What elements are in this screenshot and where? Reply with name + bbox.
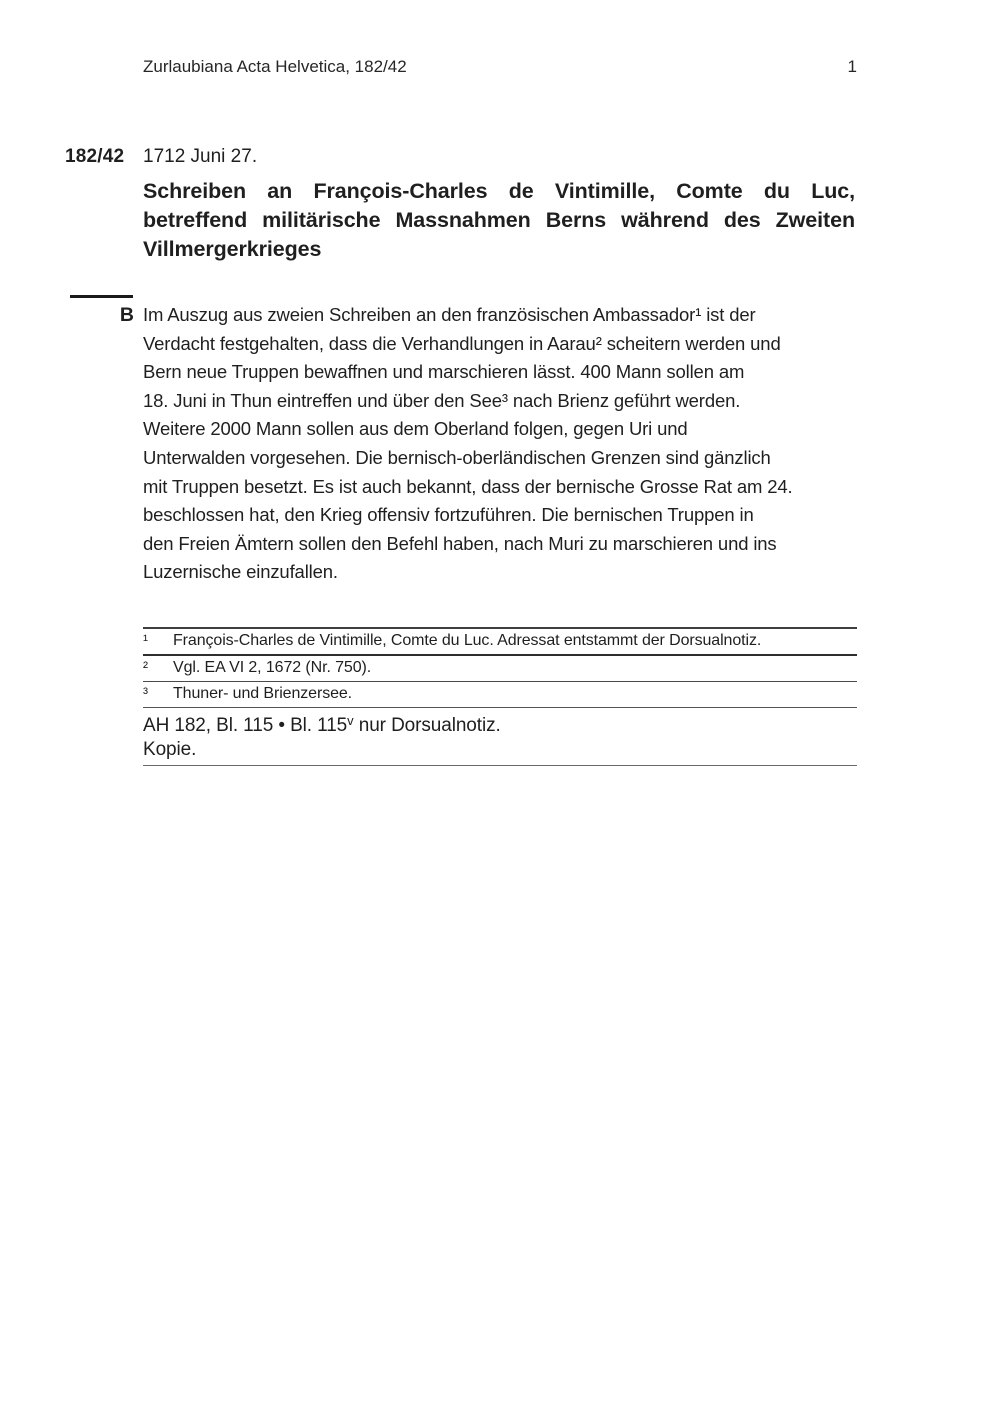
document-date: 1712 Juni 27. [143,146,258,167]
section-divider-bar [70,295,133,298]
page-number: 1 [847,57,857,76]
document-title-line: Schreiben an François-Charles de Vintimille, Comte du Luc, [143,179,855,203]
section-marker-b: B [119,304,134,326]
body-text-line: Weitere 2000 Mann sollen aus dem Oberland folgen, gegen Uri und [143,418,688,440]
body-text-line: Bern neue Truppen bewaffnen und marschieren lässt. 400 Mann sollen am [143,361,745,383]
document-number: 182/42 [65,146,125,167]
footnote-text: Thuner- und Brienzersee. [173,685,353,702]
source-copy-line: Kopie. [143,738,197,760]
document-title [143,177,855,264]
body-text-line: Verdacht festgehalten, dass die Verhandlungen in Aarau² scheitern werden und [143,332,781,354]
source-block [143,707,857,766]
running-header [143,56,857,78]
body-text-line: 18. Juni in Thun eintreffen und über den See³ nach Brienz geführt werden. [143,389,741,411]
footnote-text: Vgl. EA VI 2, 1672 (Nr. 750). [173,659,372,676]
document-body [143,301,857,587]
footnotes [143,627,857,708]
body-text-line: Luzernische einzufallen. [143,561,338,583]
body-text-line: den Freien Ämtern sollen den Befehl haben, nach Muri zu marschieren und ins [143,532,777,554]
footnote-row [143,629,857,654]
source-reference: AH 182, Bl. 115 • Bl. 115 [143,715,348,736]
journal-title: Zurlaubiana Acta Helvetica, 182/42 [143,57,407,76]
footnote-marker: ³ [143,685,148,702]
footnote-row [143,681,857,707]
body-text-line: Im Auszug aus zweien Schreiben an den französischen Ambassador¹ ist der [143,304,756,325]
footnote-marker: ¹ [143,632,148,649]
source-line [143,709,857,738]
body-text-line: mit Truppen besetzt. Es ist auch bekannt, dass der bernische Grosse Rat am 24. [143,475,793,497]
footnote-text: François-Charles de Vintimille, Comte du Luc. Adressat entstammt der Dorsualnotiz. [173,632,762,649]
footnote-marker: ² [143,659,148,676]
body-text-line: Unterwalden vorgesehen. Die bernisch-oberländischen Grenzen sind gänzlich [143,446,771,468]
document-title-line: betreffend militärische Massnahmen Berns während des Zweiten [143,208,855,232]
document-title-line: Villmergerkrieges [143,237,322,261]
body-text-line: beschlossen hat, den Krieg offensiv fortzuführen. Die bernischen Truppen in [143,504,754,526]
footnote-row [143,654,857,681]
source-superscript-v: v [347,713,354,728]
source-reference-tail: nur Dorsualnotiz. [353,715,501,736]
